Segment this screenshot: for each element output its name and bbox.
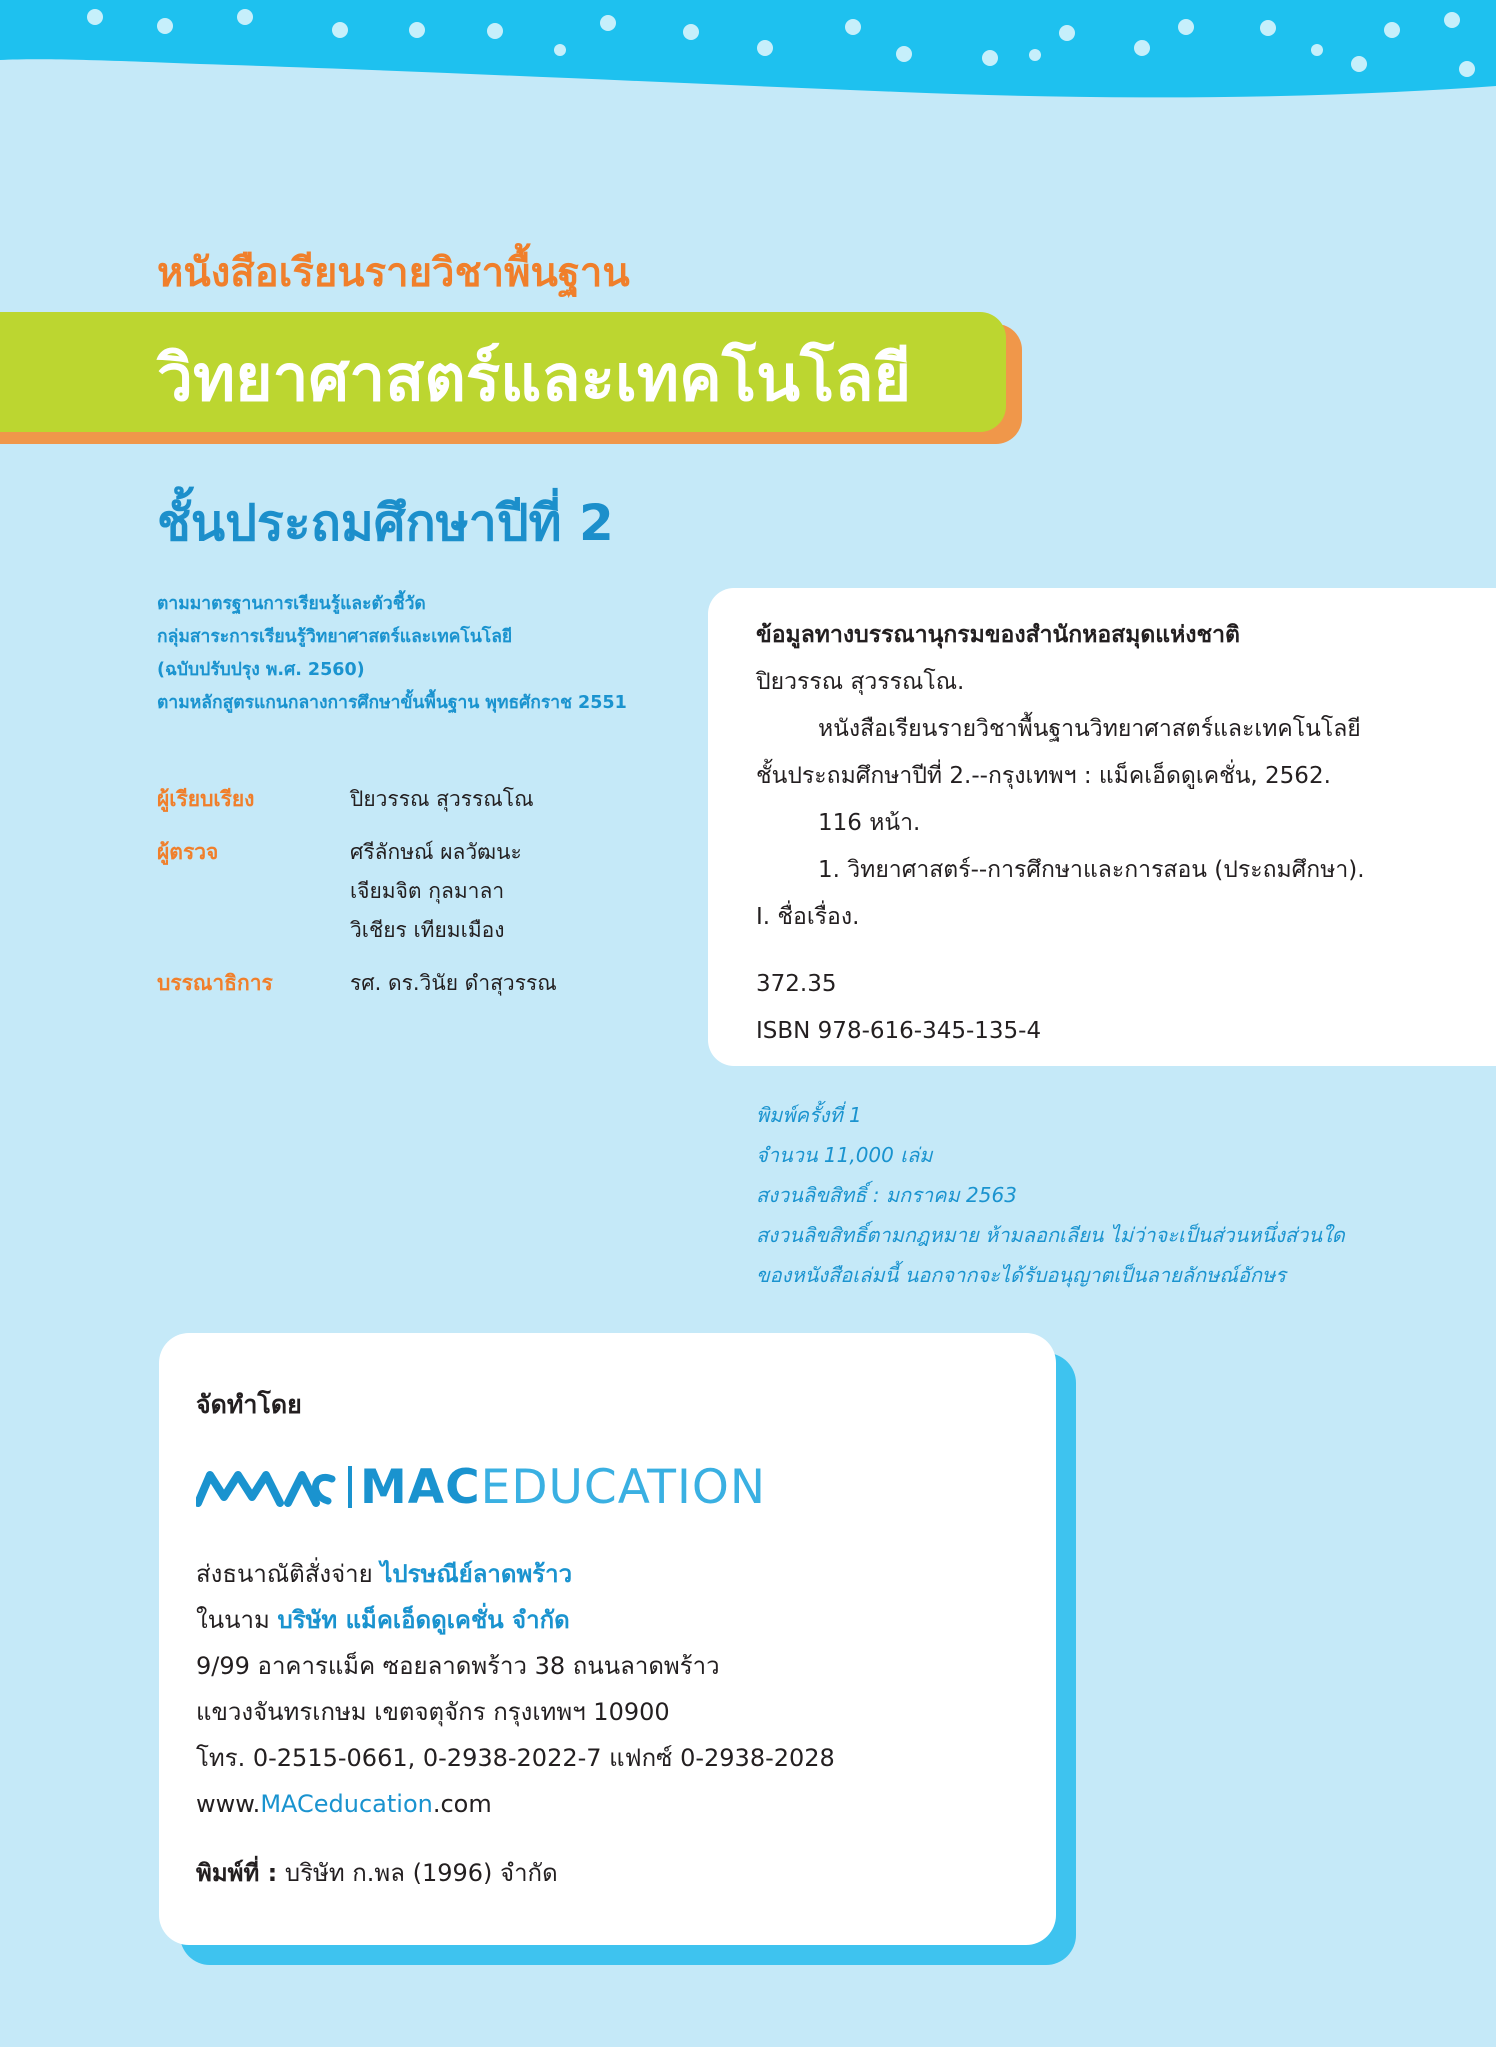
print-quantity: จำนวน 11,000 เล่ม [756,1143,933,1167]
credit-role: ผู้ตรวจ [157,840,219,864]
logo-divider [348,1466,352,1508]
phone-line: โทร. 0-2515-0661, 0-2938-2022-7 แฟกซ์ 0-2938-2028 [196,1744,835,1772]
credit-name: วิเชียร เทียมเมือง [350,918,505,942]
credit-name: รศ. ดร.วินัย ดำสุวรรณ [350,971,557,995]
print-edition: พิมพ์ครั้งที่ 1 [756,1103,862,1127]
mac-logo-mark-icon [196,1467,336,1507]
publisher-box [159,1333,1056,1945]
credit-role: บรรณาธิการ [157,971,273,995]
post-office-name: ไปรษณีย์ลาดพร้าว [380,1560,573,1588]
cip-title: ข้อมูลทางบรรณานุกรมของสำนักหอสมุดแห่งชาติ [756,622,1240,648]
curriculum-line: ตามหลักสูตรแกนกลางการศึกษาขั้นพื้นฐาน พุทธศักราช 2551 [157,693,627,713]
credit-editor [157,964,557,1003]
cip-title-entry: I. ชื่อเรื่อง. [756,904,860,930]
address-line: 9/99 อาคารแม็ค ซอยลาดพร้าว 38 ถนนลาดพร้าว [196,1652,720,1680]
cip-pages: 116 หน้า. [818,810,921,836]
credit-name: ปิยวรรณ สุวรรณโณ [350,787,534,811]
book-subtitle: หนังสือเรียนรายวิชาพื้นฐาน [157,250,630,296]
credit-author [157,780,557,819]
publisher-address [196,1551,1036,1827]
curriculum-line: ตามมาตรฐานการเรียนรู้และตัวชี้วัด [157,594,426,614]
cip-class-number: 372.35 [756,971,837,997]
copyright-date: สงวนลิขสิทธิ์ : มกราคม 2563 [756,1183,1017,1207]
credits-list [157,780,557,1017]
logo-text-mac: MAC [360,1459,481,1515]
credit-name: ศรีลักษณ์ ผลวัฒนะ [350,840,522,864]
cip-isbn: ISBN 978-616-345-135-4 [756,1018,1042,1044]
printer-info [196,1853,1036,1892]
credit-reviewers [157,833,557,950]
printer-label: พิมพ์ที่ : [196,1859,278,1887]
printer-name: บริษัท ก.พล (1996) จำกัด [284,1859,558,1887]
curriculum-line: กลุ่มสาระการเรียนรู้วิทยาศาสตร์และเทคโนโลยี [157,627,513,647]
credit-role: ผู้เรียบเรียง [157,787,255,811]
cip-subject: 1. วิทยาศาสตร์--การศึกษาและการสอน (ประถมศึกษา). [818,857,1365,883]
cataloging-in-publication-box [708,588,1496,1066]
grade-level: ชั้นประถมศึกษาปีที่ 2 [157,494,614,552]
curriculum-line: (ฉบับปรับปรุง พ.ศ. 2560) [157,660,365,680]
website-link[interactable]: www.MACeducation.com [196,1790,492,1818]
credit-name: เจียมจิต กุลมาลา [350,879,505,903]
money-order-line: ส่งธนาณัติสั่งจ่าย ไปรษณีย์ลาดพร้าว [196,1560,573,1588]
copyright-notice-cont: ของหนังสือเล่มนี้ นอกจากจะได้รับอนุญาตเป็นลายลักษณ์อักษร [756,1263,1286,1287]
cip-author: ปิยวรรณ สุวรรณโณ. [756,669,965,695]
payee-line: ในนาม บริษัท แม็คเอ็ดดูเคชั่น จำกัด [196,1606,570,1634]
address-line: แขวงจันทรเกษม เขตจตุจักร กรุงเทพฯ 10900 [196,1698,670,1726]
logo-text-education: EDUCATION [480,1459,766,1515]
copyright-notice: สงวนลิขสิทธิ์ตามกฎหมาย ห้ามลอกเลียน ไม่ว่าจะเป็นส่วนหนึ่งส่วนใด [756,1223,1345,1247]
made-by-label: จัดทำโดย [196,1390,302,1419]
decorative-wave-header [0,0,1496,110]
cip-book-title: หนังสือเรียนรายวิชาพื้นฐานวิทยาศาสตร์และเทคโนโลยี [818,716,1361,742]
book-title: วิทยาศาสตร์และเทคโนโลยี [157,342,912,416]
cip-book-title-cont: ชั้นประถมศึกษาปีที่ 2.--กรุงเทพฯ : แม็คเอ็ดดูเคชั่น, 2562. [756,763,1331,789]
print-info [756,1095,1345,1295]
company-name: บริษัท แม็คเอ็ดดูเคชั่น จำกัด [277,1606,570,1634]
mac-education-logo [196,1459,1036,1515]
curriculum-note [157,588,627,720]
